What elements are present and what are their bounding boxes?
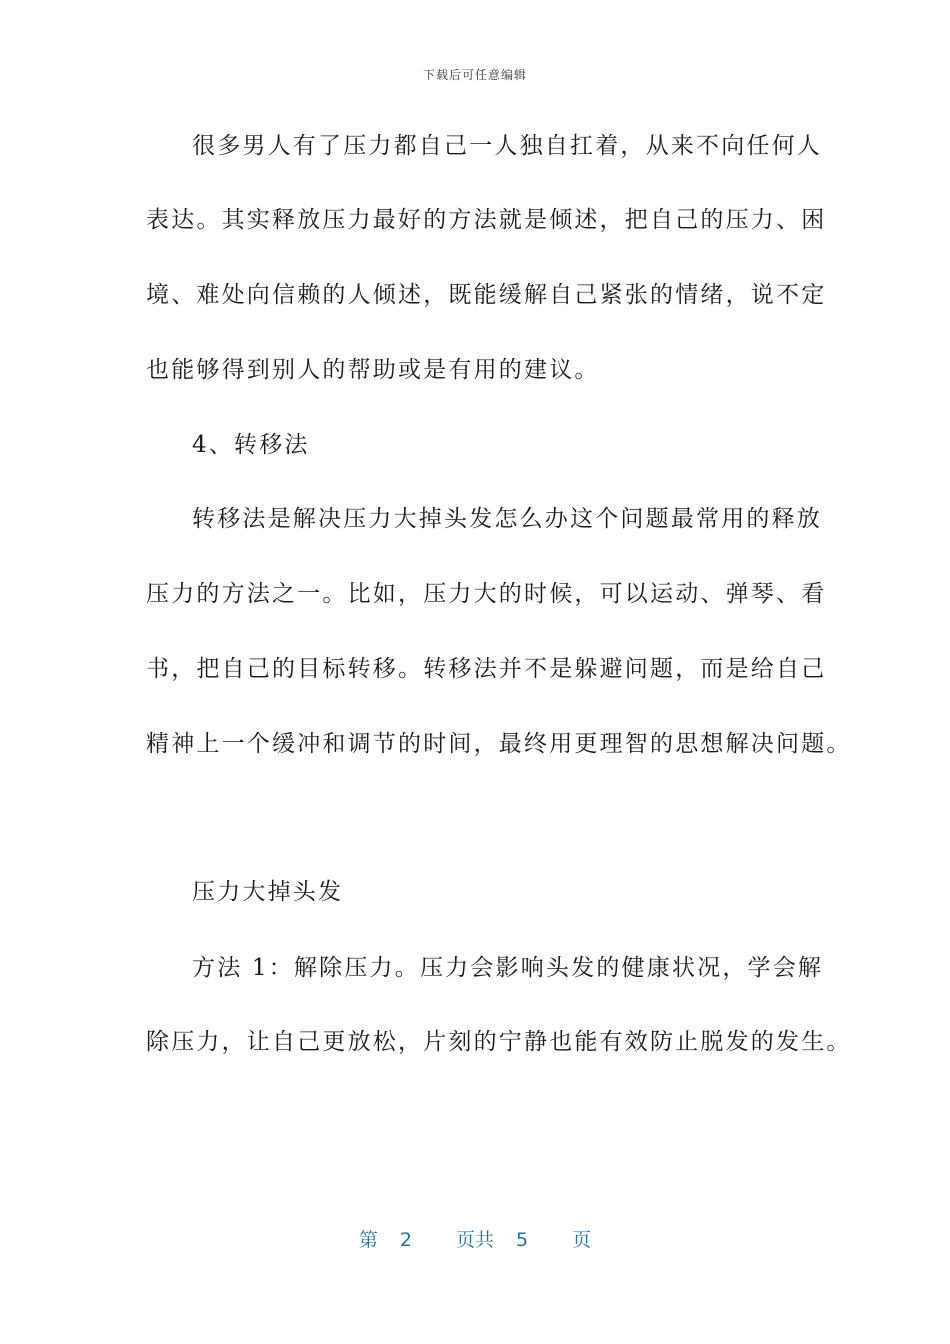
paragraph-line: 很多男人有了压力都自己一人独自扛着，从来不向任何人 bbox=[192, 133, 822, 159]
paragraph-line: 方法 1：解除压力。压力会影响头发的健康状况，学会解 bbox=[192, 955, 824, 981]
paragraph-line: 除压力，让自己更放松，片刻的宁静也能有效防止脱发的发生。 bbox=[146, 1029, 852, 1055]
paragraph-line: 境、难处向信赖的人倾述，既能缓解自己紧张的情绪，说不定 bbox=[146, 282, 827, 308]
paragraph-line: 压力的方法之一。比如，压力大的时候，可以运动、弹琴、看 bbox=[146, 581, 827, 607]
section-heading: 压力大掉头发 bbox=[192, 879, 344, 905]
page-suffix: 页 bbox=[572, 1229, 592, 1251]
page-total: 5 bbox=[516, 1229, 529, 1251]
paragraph-line: 转移法是解决压力大掉头发怎么办这个问题最常用的释放 bbox=[192, 506, 822, 532]
page-current: 2 bbox=[399, 1229, 412, 1251]
paragraph-line: 精神上一个缓冲和调节的时间，最终用更理智的思想解决问题。 bbox=[146, 731, 852, 757]
header-note: 下载后可任意编辑 bbox=[422, 68, 527, 82]
section-heading: 4、转移法 bbox=[192, 432, 310, 458]
page-prefix: 第 bbox=[358, 1229, 378, 1251]
paragraph-line: 表达。其实释放压力最好的方法就是倾述，把自己的压力、困 bbox=[146, 207, 827, 233]
page-number-footer bbox=[0, 1225, 950, 1252]
paragraph-line: 也能够得到别人的帮助或是有用的建议。 bbox=[146, 357, 600, 383]
page-mid: 页共 bbox=[455, 1229, 494, 1251]
paragraph-line: 书，把自己的目标转移。转移法并不是躲避问题，而是给自己 bbox=[146, 656, 827, 682]
